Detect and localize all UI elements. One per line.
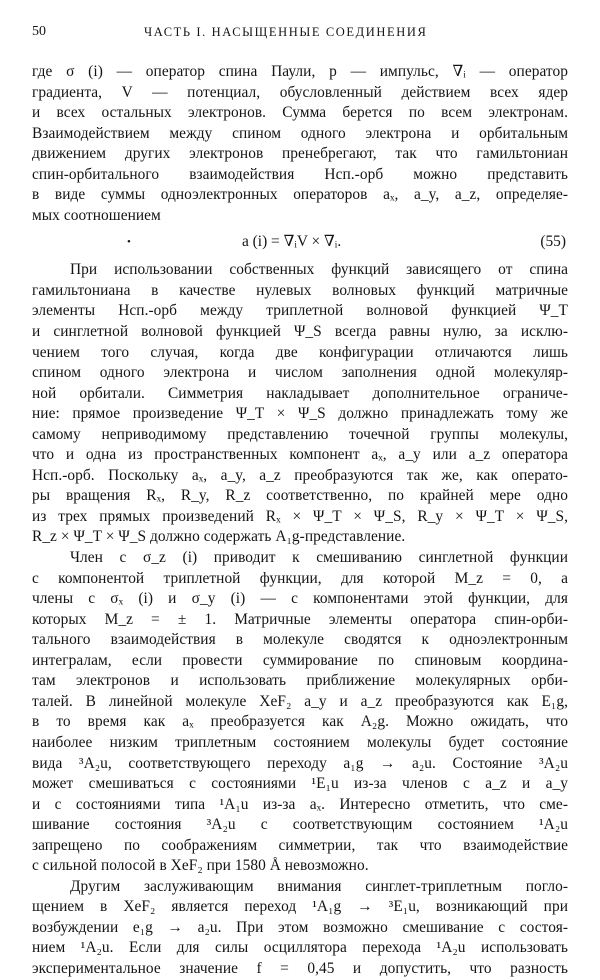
equation-55 [32,228,568,256]
text-line: Hсп.-орб. Поскольку aₓ, a_y, a_z преобразуются так же, как операто- [32,466,568,484]
text-line: в то время как aₓ преобразуется как A₂g. Можно ожидать, что [32,713,568,731]
text-line: R_z × Ψ_T × Ψ_S должно содержать A₁g-представление. [32,528,406,546]
paragraph-4 [32,877,568,980]
text-line: и синглетной волновой функцией Ψ_S всегда равны нулю, за исклю- [32,323,568,341]
text-line: интегралам, если провести суммирование по спиновым координа- [32,651,568,669]
text-line: с сильной полосой в XeF₂ при 1580 Å невозможно. [32,857,369,875]
text-line: там электронов и использовать приближение молекулярных орби- [32,672,568,690]
page-number: 50 [32,24,46,39]
text-line: что и одна из пространственных компонент aₓ, a_y или a_z оператора [32,446,568,464]
text-line: вида ³A₂u, соответствующего переходу a₁g → a₂u. Состояние ³A₂u [32,754,568,772]
text-line: Другим заслуживающим внимания синглет-триплетным погло- [70,877,568,895]
paragraph-2 [32,260,568,548]
text-line: чением того случая, когда две конфигурации отличаются лишь [32,343,568,361]
text-line: с компонентой триплетной функции, для которой M_z = 0, а [32,569,568,587]
text-line: и с состояниями типа ¹A₁u из-за aₓ. Интересно отметить, что сме- [32,795,568,813]
text-line: запрещено по соображениям симметрии, так что взаимодействие [32,836,568,854]
text-line: элементы Hсп.-орб между триплетной волновой функцией Ψ_T [32,302,568,320]
text-line: мых соотношением [32,206,161,224]
equation-number: (55) [540,233,566,251]
text-line: шивание состояния ³A₂u с соответствующим состоянием ¹A₂u [32,816,568,834]
page-body [32,62,568,980]
text-line: талей. В линейной молекуле XeF₂ a_y и a_z преобразуются как E₁g, [32,692,568,710]
running-head: ЧАСТЬ I. НАСЫЩЕННЫЕ СОЕДИНЕНИЯ [144,25,428,39]
text-line: самому неприводимому представлению точечной группы молекулы, [32,425,568,443]
paragraph-1 [32,62,568,226]
text-line: движением других электронов пренебрегают, так что гамильтониан [32,145,568,163]
text-line: тального взаимодействия в молекуле сводятся к одноэлектронным [32,631,568,649]
text-line: может смешиваться с состояниями ¹E₁u из-за членов с a_z и a_y [32,775,568,793]
text-line: из трех прямых произведений Rₓ × Ψ_T × Ψ_S, R_y × Ψ_T × Ψ_S, [32,507,568,525]
page-header [32,24,568,44]
text-line: гамильтониана в качестве нулевых волновых функций матричные [32,281,568,299]
equation-bullet: • [127,236,131,249]
text-line: члены с σₓ (i) и σ_y (i) — с компонентами этой функции, для [32,590,568,608]
text-line: спином одного электрона и числом заполнения одной молекуляр- [32,364,568,382]
paragraph-3 [32,548,568,877]
text-line: градиента, V — потенциал, обусловленный действием всех ядер [32,83,568,101]
text-line: Взаимодействием между спином одного электрона и орбитальным [32,124,568,142]
equation-formula: a (i) = ∇ᵢV × ∇ᵢ. [242,233,342,251]
text-line: наиболее низким триплетным состоянием молекулы будет состояние [32,733,568,751]
text-line: в виде суммы одноэлектронных операторов aₓ, a_y, a_z, определяе- [32,186,568,204]
text-line: ной орбитали. Симметрия накладывает дополнительное ограниче- [32,384,568,402]
text-line: При использовании собственных функций зависящего от спина [70,261,568,279]
text-line: которых M_z = ± 1. Матричные элементы оператора спин-орби- [32,610,568,628]
text-line: ние: прямое произведение Ψ_T × Ψ_S должно принадлежать тому же [32,405,568,423]
text-line: где σ (i) — оператор спина Паули, p — импульс, ∇ᵢ — оператор [32,63,568,80]
text-line: экспериментальное значение f = 0,45 и допустить, что разность [32,959,568,977]
text-line: нием ¹A₂u. Если для силы осциллятора перехода ¹A₂u использовать [32,939,568,957]
text-line: возбуждении e₁g → a₂u. При этом возможно смешивание с состоя- [32,918,568,936]
text-line: ры вращения Rₓ, R_y, R_z соответственно, по крайней мере одно [32,487,568,505]
text-line: и всех остальных электронов. Сумма берется по всем электронам. [32,104,568,122]
text-line: Член с σ_z (i) приводит к смешиванию синглетной функции [70,549,568,567]
text-line: щением в XeF₂ является переход ¹A₁g → ³E₁u, возникающий при [32,898,568,916]
text-line: спин-орбитального взаимодействия Hсп.-орб можно представить [32,165,568,183]
